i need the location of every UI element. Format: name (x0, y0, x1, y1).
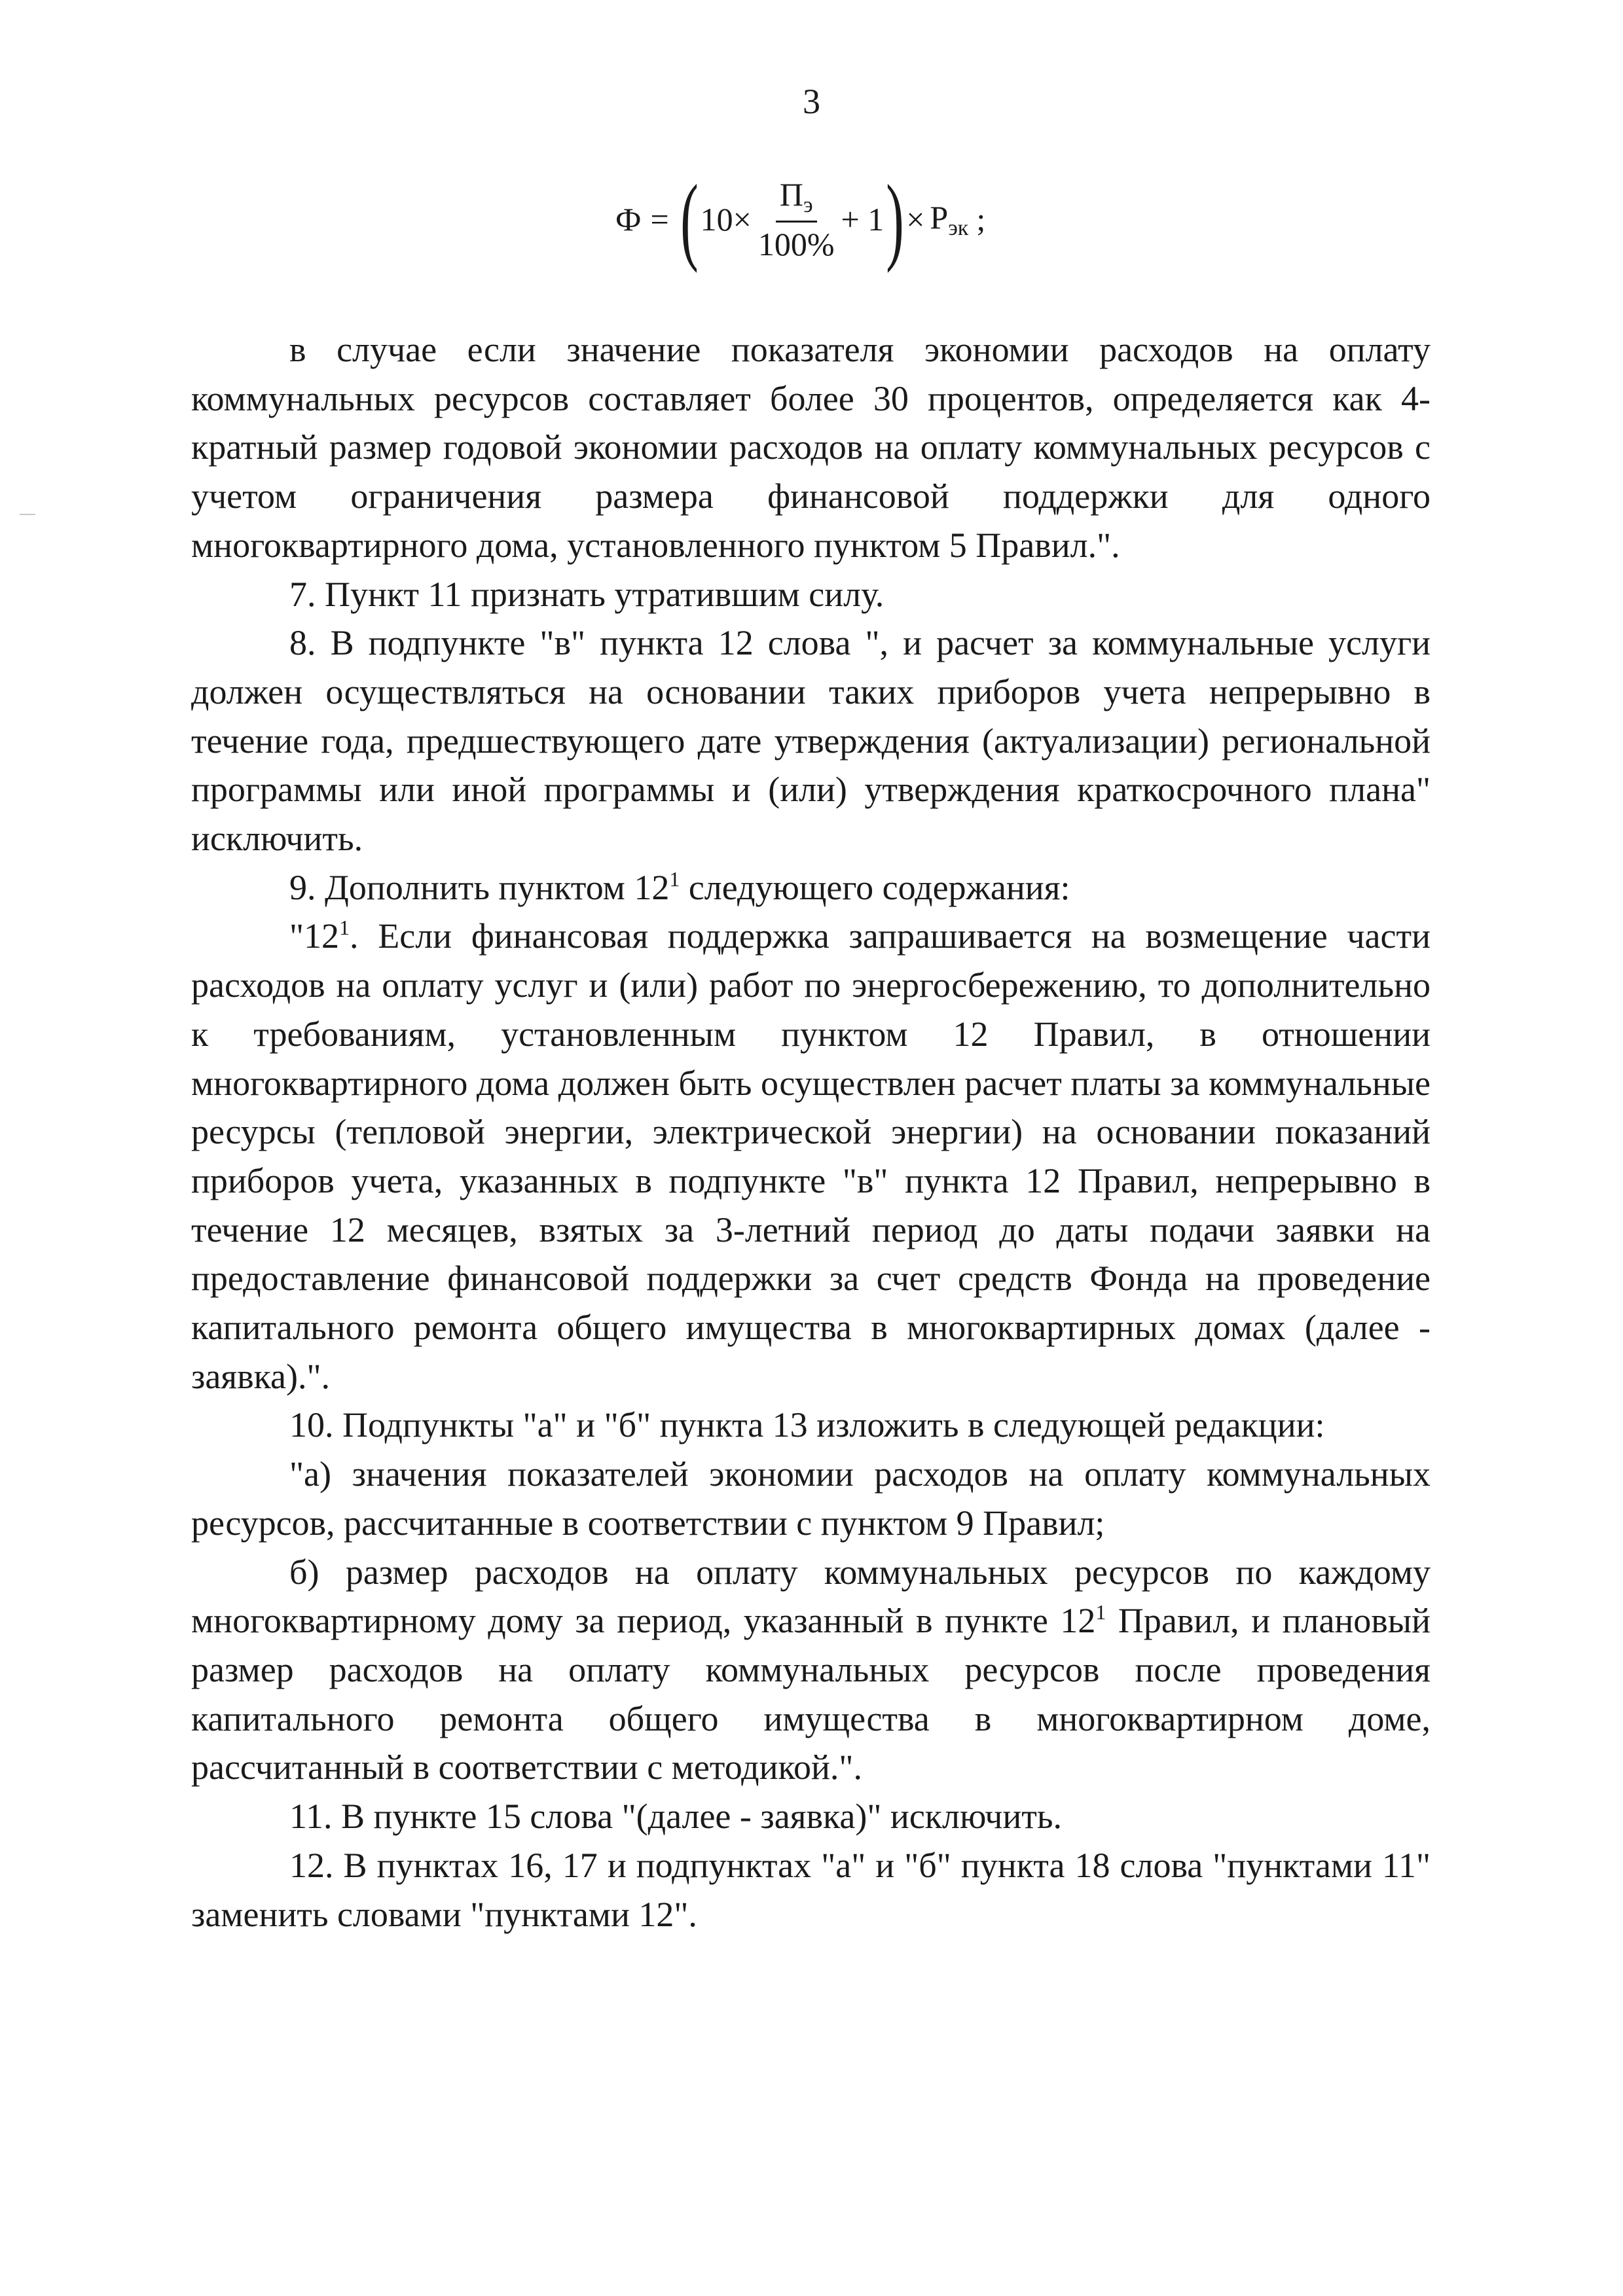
paragraph-item-12: 12. В пунктах 16, 17 и подпунктах "а" и "б" пункта 18 слова "пунктами 11" заменить словами "пунктами 12". (191, 1845, 1431, 1934)
formula (615, 164, 985, 275)
formula-equals: = (650, 201, 669, 238)
paragraph-subitem-a: "а) значения показателей экономии расходов на оплату коммунальных ресурсов, рассчитанные в соответствии с пунктом 9 Правил; (191, 1454, 1431, 1543)
paragraph-item-12-1-sup: 1 (339, 916, 350, 940)
paragraph-item-9-before: 9. Дополнить пунктом 12 (289, 867, 670, 907)
formula-rhs-main: Р (930, 198, 949, 236)
margin-mark (20, 514, 35, 515)
paragraph-subitem-b-before: б) размер расходов на оплату коммунальных ресурсов по каждому многоквартирному дому за период, указанный в пункте 12 (191, 1552, 1431, 1641)
paragraph-item-12-1 (191, 912, 1431, 1401)
paragraph-subitem-b (191, 1548, 1431, 1793)
formula-left-paren: ( (680, 165, 699, 274)
formula-right-paren: ) (886, 165, 904, 274)
paragraph-item-9-after: следующего содержания: (680, 867, 1070, 907)
document-body (191, 325, 1431, 1939)
formula-num-sub: э (803, 193, 813, 217)
formula-plus-one: + 1 (841, 201, 884, 238)
formula-rhs-sub: эк (948, 215, 969, 240)
paragraph-economy-over-30: в случае если значение показателя экономии расходов на оплату коммунальных ресурсов составляет более 30 процентов, определяется как 4-кратный размер годовой экономии расходов на оплату коммунальных ресурсов с учетом ограничения размера финансовой поддержки для одного многоквартирного дома, установленного пунктом 5 Правил.". (191, 330, 1431, 565)
formula-num-main: П (779, 176, 803, 213)
formula-times: × (733, 201, 752, 238)
paragraph-item-7: 7. Пункт 11 признать утратившим силу. (289, 574, 884, 614)
formula-fraction (758, 175, 835, 263)
paragraph-item-10: 10. Подпункты "а" и "б" пункта 13 изложить в следующей редакции: (289, 1405, 1325, 1445)
paragraph-item-9 (191, 863, 1431, 912)
paragraph-item-12-1-before: "12 (289, 916, 340, 956)
paragraph-item-11: 11. В пункте 15 слова "(далее - заявка)" исключить. (289, 1797, 1063, 1837)
paragraph-subitem-b-sup: 1 (1095, 1600, 1106, 1624)
formula-numerator (776, 175, 817, 223)
formula-times-2: × (906, 201, 925, 238)
page-number: 3 (803, 82, 820, 121)
formula-denominator: 100% (757, 226, 835, 262)
formula-end: ; (976, 201, 986, 238)
paragraph-subitem-b-after: Правил, и плановый размер расходов на оплату коммунальных ресурсов после проведения капитального ремонта общего имущества в многоквартирном доме, рассчитанный в соответствии с методикой.". (191, 1601, 1431, 1787)
paragraph-item-9-sup: 1 (669, 867, 680, 891)
formula-rhs (930, 198, 968, 241)
formula-lhs: Ф (615, 201, 642, 238)
formula-ten: 10 (700, 201, 733, 238)
paragraph-item-12-1-after: . Если финансовая поддержка запрашивается на возмещение части расходов на оплату услуг и (или) работ по энергосбережению, то дополнительно к требованиям, установленным пунктом 12 Правил, в отношении многоквартирного дома должен быть осуществлен расчет платы за коммунальные ресурсы (тепловой энергии, электрической энергии) на основании показаний приборов учета, указанных в подпункте "в" пункта 12 Правил, непрерывно в течение 12 месяцев, взятых за 3-летний период до даты подачи заявки на предоставление финансовой поддержки за счет средств Фонда на проведение капитального ремонта общего имущества в многоквартирных домах (далее - заявка).". (191, 916, 1431, 1396)
paragraph-item-8: 8. В подпункте "в" пункта 12 слова ", и расчет за коммунальные услуги должен осуществляться на основании таких приборов учета непрерывно в течение года, предшествующего дате утверждения (актуализации) региональной программы или иной программы и (или) утверждения краткосрочного плана" исключить. (191, 623, 1431, 859)
